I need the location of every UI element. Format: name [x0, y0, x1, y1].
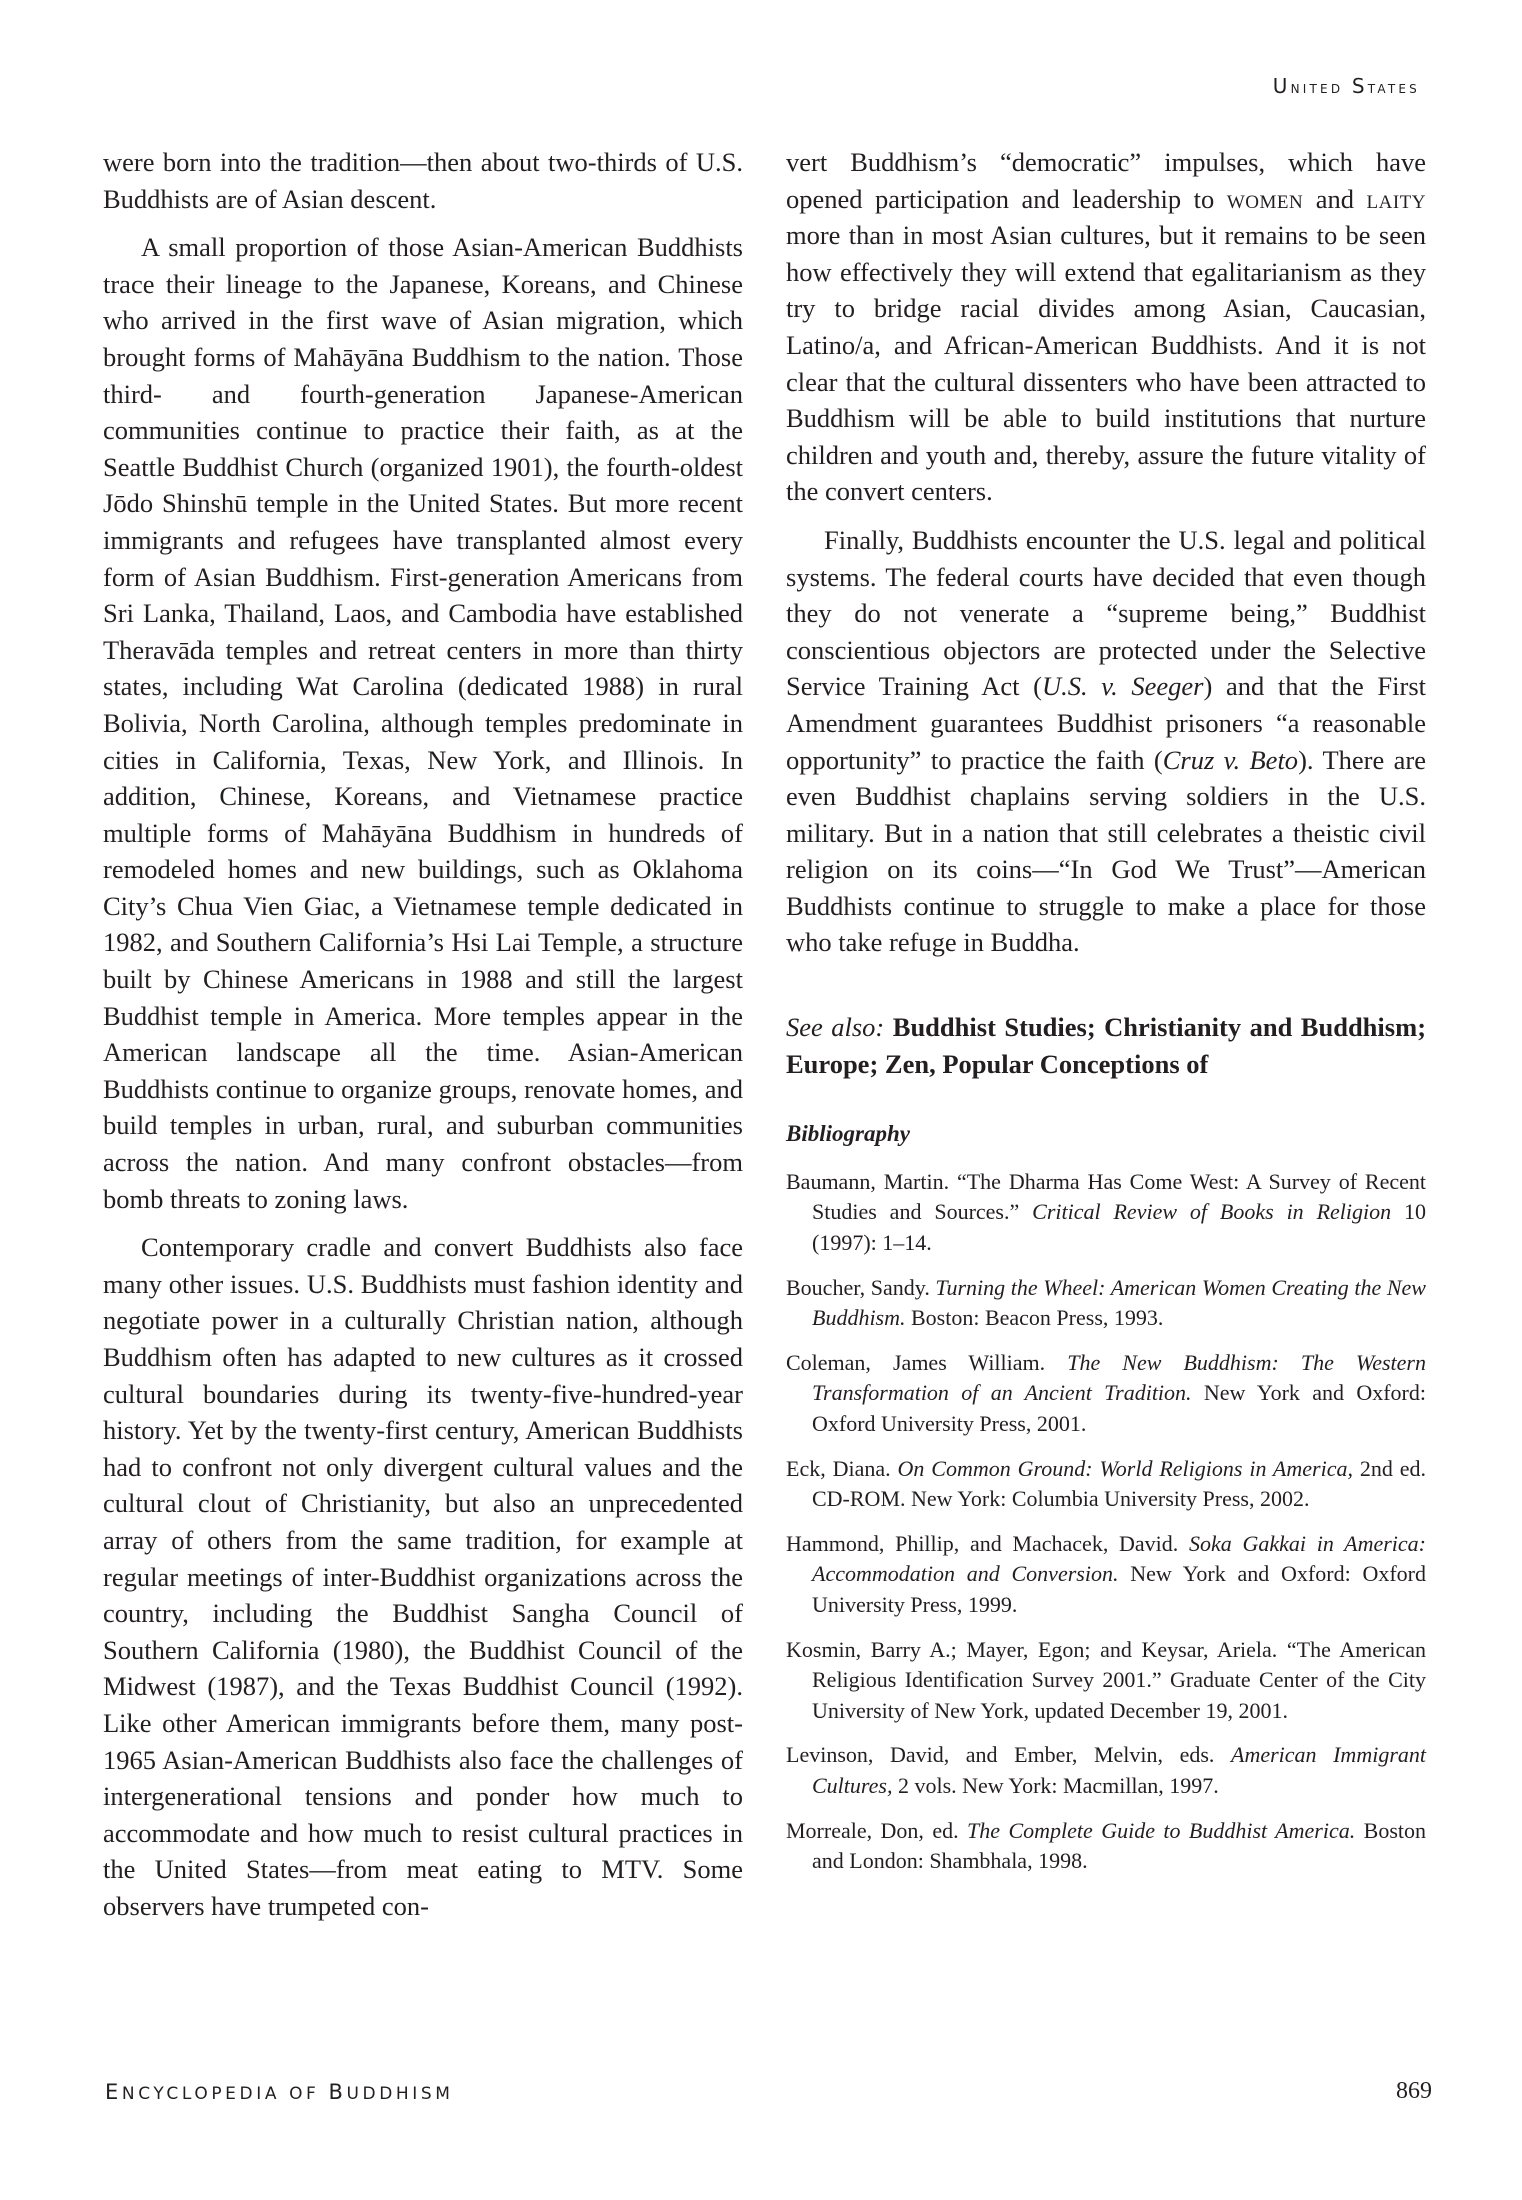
- case-citation: Cruz v. Beto: [1162, 744, 1299, 775]
- entry-text: Eck, Diana.: [786, 1455, 898, 1481]
- bibliography-entry: [786, 1273, 1426, 1334]
- case-citation: U.S. v. Seeger: [1041, 671, 1204, 702]
- paragraph-convert-buddhism: [786, 144, 1426, 510]
- see-also: See also: Buddhist Studies; Christianity and Buddhism; Europe; Zen, Popular Conceptions of: [786, 1012, 1427, 1079]
- entry-text: Hammond, Phillip, and Machacek, David.: [786, 1530, 1190, 1556]
- bibliography-entry: [786, 1529, 1426, 1621]
- paragraph-asian-american-buddhists: A small proportion of those Asian-American Buddhists trace their lineage to the Japanese, Koreans, and Chinese who arrived in the first wave of Asian migration, which brought forms of Mahāyāna Buddhism to the nation. Those third- and fourth-generation Japanese-American communities continue to practice their faith, as at the Seattle Buddhist Church (organized 1901), the fourth-oldest Jōdo Shinshū temple in the United States. But more recent immigrants and refugees have transplanted almost every form of Asian Buddhism. First-generation Americans from Sri Lanka, Thailand, Laos, and Cambodia have established Theravāda temples and retreat centers in more than thirty states, including Wat Carolina (dedicated 1988) in rural Bolivia, North Carolina, although temples predominate in cities in California, Texas, New York, and Illinois. In addition, Chinese, Koreans, and Vietnamese practice multiple forms of Mahāyāna Buddhism in hundreds of remodeled homes and new buildings, such as Oklahoma City’s Chua Vien Giac, a Vietnamese temple dedicated in 1982, and Southern California’s Hsi Lai Temple, a structure built by Chinese Americans in 1988 and still the largest Buddhist temple in America. More temples appear in the American landscape all the time. Asian-American Buddhists continue to organize groups, renovate homes, and build temples in urban, rural, and suburban communities across the nation. And many confront obstacles—from bomb threats to zoning laws.: [103, 232, 743, 1214]
- entry-text: Boucher, Sandy.: [786, 1274, 936, 1300]
- see-also-label: See also:: [786, 1012, 885, 1043]
- text-segment: and: [1303, 183, 1367, 214]
- entry-title: The New Buddhism: The Western Transformation of an Ancient Tradition.: [812, 1349, 1426, 1406]
- entry-text: Boston and London: Shambhala, 1998.: [812, 1817, 1426, 1874]
- running-foot: ENCYCLOPEDIA OF BUDDHISM: [105, 2080, 454, 2104]
- text-segment: vert Buddhism’s “democratic” impulses, which have opened participation and leadership to: [786, 147, 1426, 214]
- text-segment: more than in most Asian cultures, but it remains to be seen how effectively they will extend that egalitarianism as they try to bridge racial divides among Asian, Caucasian, Latino/a, and African-American Buddhists. And it is not clear that the cultural dissenters who have been attracted to Buddhism will be able to build institutions that nurture children and youth and, thereby, assure the future vitality of the convert centers.: [786, 220, 1426, 507]
- bibliography-list: [786, 1167, 1426, 1877]
- entry-text: Levinson, David, and Ember, Melvin, eds.: [786, 1742, 1231, 1768]
- bibliography-entry: [786, 1740, 1426, 1801]
- bibliography-entry: [786, 1167, 1426, 1259]
- text-segment: Finally, Buddhists encounter the U.S. legal and political systems. The federal courts have decided that even though they do not venerate a “supreme being,” Buddhist conscientious objectors are protected under the Selective Service Training Act (: [786, 524, 1426, 702]
- entry-title: Soka Gakkai in America: Accommodation and Conversion.: [812, 1530, 1426, 1587]
- entry-text: Baumann, Martin. “The Dharma Has Come West: A Survey of Recent Studies and Sources.”: [786, 1168, 1426, 1225]
- text-segment: ). There are even Buddhist chaplains serving soldiers in the U.S. military. But in a nation that still celebrates a theistic civil religion on its coins—“In God We Trust”—American Buddhists continue to struggle to make a place for those who take refuge in Buddha.: [786, 744, 1426, 958]
- entry-text: 2 vols. New York: Macmillan, 1997.: [892, 1772, 1219, 1798]
- paragraph-continuation: were born into the tradition—then about two-thirds of U.S. Buddhists are of Asian descent.: [103, 147, 743, 214]
- entry-title: On Common Ground: World Religions in America,: [897, 1455, 1353, 1481]
- entry-text: Kosmin, Barry A.; Mayer, Egon; and Keysar, Ariela. “The American Religious Identification Survey 2001.” Graduate Center of the City University of New York, updated December 19, 2001.: [786, 1636, 1426, 1723]
- bibliography-heading: Bibliography: [786, 1121, 910, 1147]
- text-segment: ) and that the First Amendment guarantees Buddhist prisoners “a reasonable opportunity” to practice the faith (: [786, 671, 1426, 775]
- entry-text: 10 (1997): 1–14.: [812, 1199, 1427, 1256]
- entry-title: American Immigrant Cultures,: [812, 1742, 1426, 1798]
- see-also-link[interactable]: Buddhist Studies: [892, 1012, 1087, 1043]
- entry-text: 2nd ed. CD-ROM. New York: Columbia University Press, 2002.: [812, 1455, 1427, 1512]
- see-also-link[interactable]: Christianity and Buddhism: [1104, 1012, 1418, 1043]
- entry-text: New York and Oxford: Oxford University Press, 1999.: [812, 1561, 1426, 1617]
- entry-text: Morreale, Don, ed.: [786, 1817, 968, 1843]
- entry-title: Critical Review of Books in Religion: [1032, 1199, 1392, 1225]
- cross-reference-women[interactable]: women: [1226, 183, 1304, 214]
- entry-title: The Complete Guide to Buddhist America.: [967, 1817, 1356, 1843]
- right-column: [786, 144, 1426, 1891]
- bibliography-entry: [786, 1816, 1426, 1877]
- paragraph-contemporary-issues: Contemporary cradle and convert Buddhists also face many other issues. U.S. Buddhists must fashion identity and negotiate power in a culturally Christian nation, although Buddhism often has adapted to new cultures as it crossed cultural boundaries during its twenty-five-hundred-year history. Yet by the twenty-first century, American Buddhists had to confront not only divergent cultural values and the cultural clout of Christianity, but also an unprecedented array of others from the same tradition, for example at regular meetings of inter-Buddhist organizations across the country, including the Buddhist Sangha Council of Southern California (1980), the Buddhist Council of the Midwest (1987), and the Texas Buddhist Council (1992). Like other American immigrants before them, many post-1965 Asian-American Buddhists also face the challenges of intergenerational tensions and ponder how much to accommodate and how much to resist cultural practices in the United States—from meat eating to MTV. Some observers have trumpeted con-: [103, 1232, 743, 1921]
- bibliography-entry: [786, 1635, 1426, 1727]
- entry-text: Coleman, James William.: [786, 1349, 1068, 1375]
- left-column: [103, 144, 743, 1925]
- bibliography-entry: [786, 1348, 1426, 1440]
- see-also-link[interactable]: Europe: [786, 1048, 870, 1079]
- see-also-link[interactable]: Zen, Popular Conceptions of: [884, 1048, 1209, 1079]
- cross-reference-laity[interactable]: laity: [1366, 183, 1426, 214]
- entry-title: Turning the Wheel: American Women Creating the New Buddhism.: [812, 1274, 1426, 1331]
- entry-text: New York and Oxford: Oxford University Press, 2001.: [812, 1380, 1426, 1436]
- page-number: 869: [1396, 2078, 1432, 2104]
- entry-text: Boston: Beacon Press, 1993.: [905, 1305, 1164, 1331]
- paragraph-legal-systems: [786, 522, 1426, 961]
- running-head: United States: [1272, 74, 1420, 98]
- bibliography-entry: [786, 1454, 1426, 1515]
